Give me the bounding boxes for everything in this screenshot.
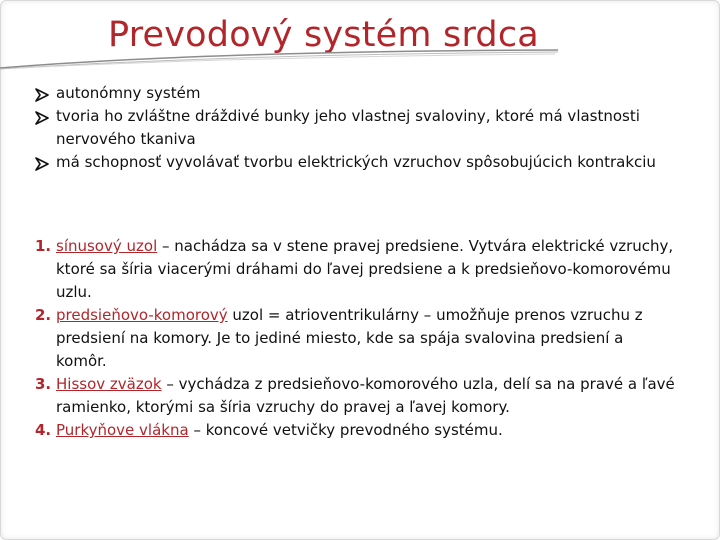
item-description: – nachádza sa v stene pravej predsiene. Vytvára elektrické vzruchy, ktoré sa šíria viacerými dráhami do ľavej predsiene a k predsieňovo-komorovému uzlu. [56, 237, 674, 301]
item-text [56, 235, 675, 304]
numbered-item [35, 235, 675, 304]
arrow-bullet-icon [35, 109, 56, 132]
term-highlight: predsieňovo-komorový [56, 306, 228, 324]
item-text [56, 304, 675, 373]
numbered-list [35, 235, 675, 442]
item-number: 2. [35, 306, 52, 324]
term-highlight: Purkyňove vlákna [56, 421, 189, 439]
numbered-item [35, 373, 675, 419]
bullet-list [35, 82, 675, 174]
term-highlight: Hissov zväzok [56, 375, 162, 393]
numbered-item [35, 304, 675, 373]
item-number: 4. [35, 421, 52, 439]
numbered-item [35, 419, 675, 442]
arrow-bullet-icon [35, 86, 56, 109]
bullet-text: tvoria ho zvláštne dráždivé bunky jeho vlastnej svaloviny, ktoré má vlastnosti nervového tkaniva [56, 107, 640, 148]
item-description: – vychádza z predsieňovo-komorového uzla, delí sa na pravé a ľavé ramienko, ktorými sa šíria vzruchy do pravej a ľavej komory. [56, 375, 675, 416]
term-highlight: sínusový uzol [56, 237, 158, 255]
bullet-item [35, 105, 675, 151]
bullet-text: autonómny systém [56, 84, 201, 102]
slide-title: Prevodový systém srdca [108, 15, 539, 55]
item-number: 1. [35, 237, 52, 255]
arrow-bullet-icon [35, 155, 56, 178]
item-description: uzol = atrioventrikulárny – umožňuje prenos vzruchu z predsiení na komory. Je to jediné miesto, kde sa spája svalovina predsiení a komôr. [56, 306, 643, 370]
bullet-text: má schopnosť vyvolávať tvorbu elektrických vzruchov spôsobujúcich kontrakciu [56, 153, 656, 171]
bullet-item [35, 82, 675, 105]
item-number: 3. [35, 375, 52, 393]
item-description: – koncové vetvičky prevodného systému. [188, 421, 503, 439]
title-underline-decoration [0, 48, 560, 70]
item-text [56, 373, 675, 419]
bullet-item [35, 151, 675, 174]
item-text [56, 419, 675, 442]
